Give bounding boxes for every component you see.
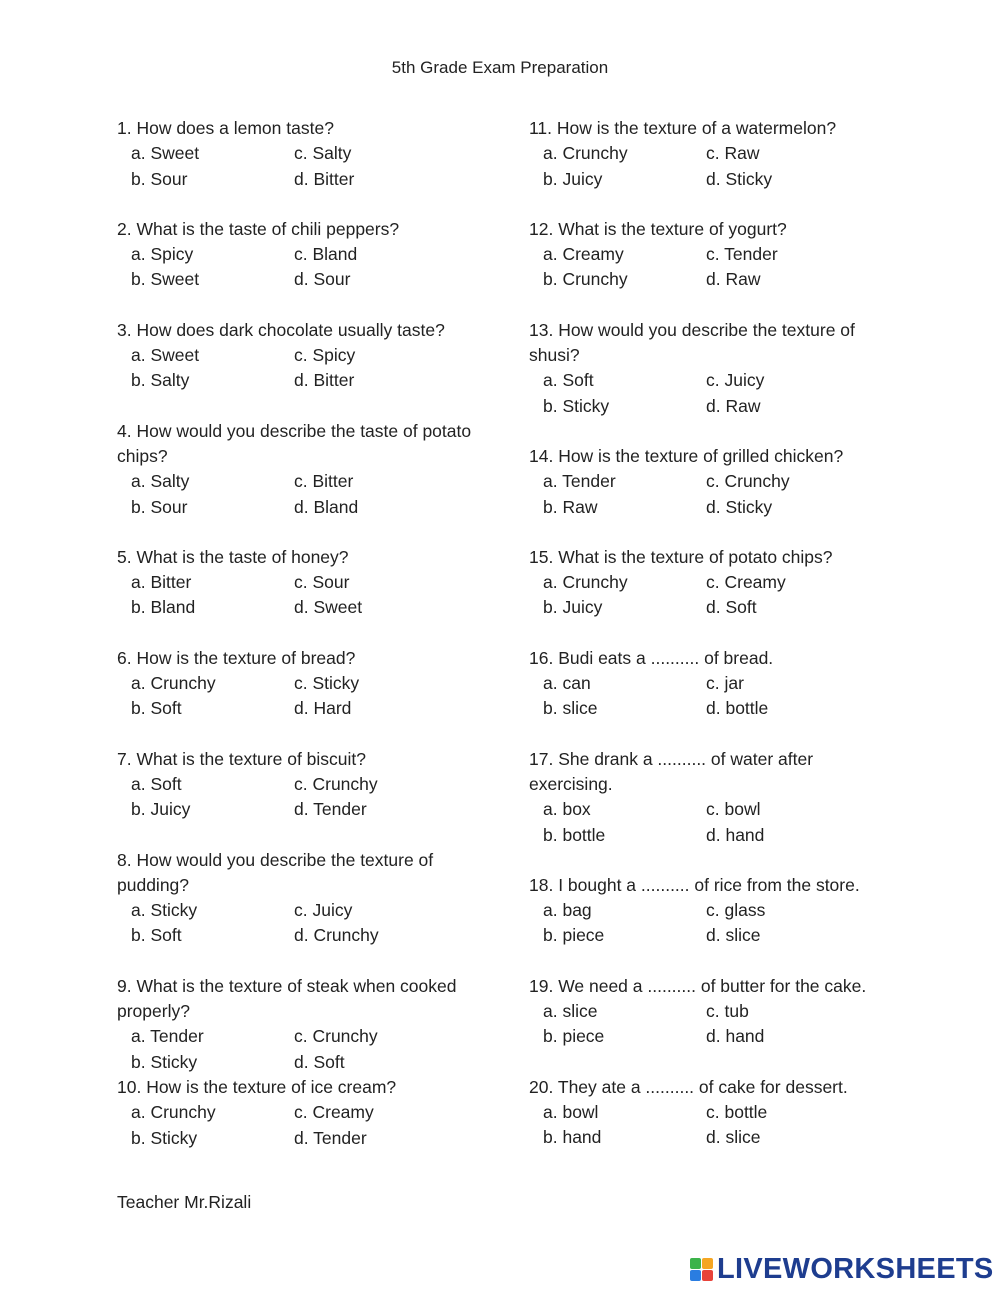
- answer-options: [117, 570, 487, 621]
- logo-square-orange: [702, 1258, 713, 1269]
- option-b[interactable]: b. Soft: [131, 925, 182, 946]
- option-b[interactable]: b. slice: [543, 698, 598, 719]
- option-b[interactable]: b. piece: [543, 925, 605, 946]
- option-d[interactable]: d. Soft: [706, 597, 757, 618]
- option-c[interactable]: c. Creamy: [294, 1102, 374, 1123]
- answer-options: [529, 242, 889, 293]
- question-text: 10. How is the texture of ice cream?: [117, 1076, 397, 1097]
- question-text: 8. How would you describe the texture of pudding?: [117, 849, 434, 895]
- question-text: 15. What is the texture of potato chips?: [529, 546, 833, 567]
- option-a[interactable]: a. Crunchy: [131, 673, 216, 694]
- option-d[interactable]: d. Bitter: [294, 370, 355, 391]
- logo-square-red: [702, 1270, 713, 1281]
- question-20: [529, 1075, 889, 1151]
- question-text: 11. How is the texture of a watermelon?: [529, 118, 837, 138]
- question-text: 19. We need a .......... of butter for the cake.: [529, 975, 867, 996]
- option-d[interactable]: d. Hard: [294, 698, 352, 719]
- question-text: 14. How is the texture of grilled chicken?: [529, 445, 844, 466]
- option-d[interactable]: d. Sticky: [706, 496, 773, 517]
- question-18: [529, 873, 889, 949]
- answer-options: [529, 797, 889, 848]
- question-9: [117, 974, 487, 1075]
- question-text: 17. She drank a .......... of water after exercising.: [529, 748, 814, 794]
- option-d[interactable]: d. Bland: [294, 496, 359, 517]
- option-b[interactable]: b. Juicy: [543, 168, 603, 189]
- option-a[interactable]: a. Creamy: [543, 244, 624, 265]
- question-text: 7. What is the texture of biscuit?: [117, 748, 367, 769]
- option-d[interactable]: d. Sticky: [706, 168, 773, 189]
- option-c[interactable]: c. Crunchy: [294, 773, 378, 794]
- option-a[interactable]: a. bowl: [543, 1101, 599, 1122]
- question-3: [117, 318, 487, 394]
- option-a[interactable]: a. Crunchy: [543, 143, 628, 164]
- answer-options: [117, 1024, 487, 1075]
- option-c[interactable]: c. Sour: [294, 572, 350, 593]
- option-c[interactable]: c. Crunchy: [294, 1026, 378, 1047]
- question-14: [529, 444, 889, 520]
- page-title: 5th Grade Exam Preparation: [391, 58, 609, 77]
- option-d[interactable]: d. Raw: [706, 269, 761, 290]
- option-a[interactable]: a. bag: [543, 900, 592, 921]
- answer-options: [117, 898, 487, 949]
- option-d[interactable]: d. bottle: [706, 698, 769, 719]
- option-d[interactable]: d. Sour: [294, 269, 351, 290]
- question-text: 9. What is the texture of steak when cooked properly?: [117, 975, 457, 1022]
- answer-options: [117, 469, 487, 520]
- answer-options: [117, 343, 487, 394]
- question-text: 20. They ate a .......... of cake for dessert.: [529, 1076, 848, 1097]
- option-b[interactable]: b. bottle: [543, 824, 606, 845]
- option-d[interactable]: d. Tender: [294, 1127, 367, 1148]
- answer-options: [529, 141, 889, 192]
- question-7: [117, 747, 487, 823]
- question-5: [117, 545, 487, 621]
- option-d[interactable]: d. Tender: [294, 799, 367, 820]
- question-4: [117, 419, 487, 520]
- option-a[interactable]: a. Crunchy: [543, 572, 628, 593]
- option-c[interactable]: c. bowl: [706, 799, 761, 820]
- option-d[interactable]: d. Crunchy: [294, 925, 379, 946]
- option-b[interactable]: b. Soft: [131, 698, 182, 719]
- question-text: 13. How would you describe the texture of shusi?: [529, 319, 855, 366]
- option-b[interactable]: b. Sour: [131, 168, 188, 189]
- option-a[interactable]: a. Soft: [543, 370, 594, 391]
- option-a[interactable]: a. Tender: [131, 1026, 204, 1047]
- questions-right-column: [529, 116, 889, 1176]
- option-c[interactable]: c. Creamy: [706, 572, 786, 593]
- option-a[interactable]: a. can: [543, 673, 591, 694]
- option-b[interactable]: b. Sticky: [543, 395, 610, 416]
- option-d[interactable]: d. slice: [706, 925, 761, 946]
- question-10: [117, 1075, 487, 1151]
- option-c[interactable]: c. Tender: [706, 244, 778, 265]
- option-c[interactable]: c. jar: [706, 673, 744, 694]
- question-8: [117, 848, 487, 949]
- option-c[interactable]: c. Crunchy: [706, 471, 790, 492]
- answer-options: [529, 469, 889, 520]
- question-19: [529, 974, 889, 1050]
- question-2: [117, 217, 487, 293]
- question-text: 6. How is the texture of bread?: [117, 647, 356, 668]
- answer-options: [117, 671, 487, 722]
- option-c[interactable]: c. Bitter: [294, 471, 354, 492]
- option-d[interactable]: d. Bitter: [294, 168, 355, 189]
- question-text: 3. How does dark chocolate usually taste?: [117, 319, 445, 340]
- option-a[interactable]: a. box: [543, 799, 591, 820]
- answer-options: [117, 1100, 487, 1151]
- question-text: 5. What is the taste of honey?: [117, 546, 349, 567]
- question-text: 12. What is the texture of yogurt?: [529, 218, 787, 239]
- liveworksheets-icon: [690, 1258, 713, 1281]
- option-b[interactable]: b. Raw: [543, 496, 598, 517]
- option-b[interactable]: b. Sticky: [131, 1051, 198, 1072]
- option-d[interactable]: d. hand: [706, 824, 765, 845]
- option-c[interactable]: c. bottle: [706, 1101, 768, 1122]
- answer-options: [117, 242, 487, 293]
- option-b[interactable]: b. Sweet: [131, 269, 200, 290]
- liveworksheets-wordmark: LIVEWORKSHEETS: [717, 1253, 994, 1285]
- questions-left-column: [117, 116, 487, 1176]
- answer-options: [117, 772, 487, 823]
- question-text: 4. How would you describe the taste of potato chips?: [117, 420, 472, 466]
- option-b[interactable]: b. piece: [543, 1026, 605, 1047]
- option-b[interactable]: b. Sour: [131, 496, 188, 517]
- option-b[interactable]: b. Crunchy: [543, 269, 628, 290]
- logo-square-blue: [690, 1270, 701, 1281]
- option-a[interactable]: a. Spicy: [131, 244, 194, 265]
- option-b[interactable]: b. Juicy: [131, 799, 191, 820]
- option-c[interactable]: c. glass: [706, 900, 766, 921]
- option-c[interactable]: c. Juicy: [706, 370, 765, 391]
- answer-options: [529, 368, 889, 419]
- logo-square-green: [690, 1258, 701, 1269]
- option-d[interactable]: d. hand: [706, 1026, 765, 1047]
- answer-options: [529, 671, 889, 722]
- option-b[interactable]: b. Bland: [131, 597, 196, 618]
- option-a[interactable]: a. Sweet: [131, 143, 200, 164]
- question-13: [529, 318, 889, 419]
- option-c[interactable]: c. Salty: [294, 143, 352, 164]
- question-text: 16. Budi eats a .......... of bread.: [529, 647, 774, 668]
- option-b[interactable]: b. Salty: [131, 370, 190, 391]
- option-d[interactable]: d. Sweet: [294, 597, 363, 618]
- question-1: [117, 116, 487, 192]
- answer-options: [529, 898, 889, 949]
- answer-options: [529, 999, 889, 1050]
- question-11: [529, 116, 889, 192]
- option-a[interactable]: a. Bitter: [131, 572, 192, 593]
- option-d[interactable]: d. Raw: [706, 395, 761, 416]
- liveworksheets-logo[interactable]: [690, 1253, 994, 1286]
- option-b[interactable]: b. Sticky: [131, 1127, 198, 1148]
- option-d[interactable]: d. slice: [706, 1127, 761, 1148]
- teacher-name: Teacher Mr.Rizali: [117, 1192, 252, 1212]
- question-6: [117, 646, 487, 722]
- question-text: 18. I bought a .......... of rice from the store.: [529, 874, 860, 895]
- answer-options: [529, 1100, 889, 1151]
- option-a[interactable]: a. Crunchy: [131, 1102, 216, 1123]
- question-15: [529, 545, 889, 621]
- option-d[interactable]: d. Soft: [294, 1051, 345, 1072]
- question-12: [529, 217, 889, 293]
- option-a[interactable]: a. Tender: [543, 471, 616, 492]
- option-a[interactable]: a. slice: [543, 1001, 598, 1022]
- option-a[interactable]: a. Salty: [131, 471, 190, 492]
- question-16: [529, 646, 889, 722]
- option-a[interactable]: a. Sticky: [131, 900, 198, 921]
- question-text: 1. How does a lemon taste?: [117, 118, 334, 138]
- option-b[interactable]: b. hand: [543, 1127, 602, 1148]
- option-c[interactable]: c. tub: [706, 1001, 749, 1022]
- answer-options: [529, 570, 889, 621]
- option-c[interactable]: c. Raw: [706, 143, 760, 164]
- option-c[interactable]: c. Sticky: [294, 673, 360, 694]
- option-c[interactable]: c. Spicy: [294, 345, 356, 366]
- option-b[interactable]: b. Juicy: [543, 597, 603, 618]
- option-a[interactable]: a. Soft: [131, 773, 182, 794]
- answer-options: [117, 141, 487, 192]
- option-c[interactable]: c. Bland: [294, 244, 358, 265]
- question-text: 2. What is the taste of chili peppers?: [117, 218, 400, 239]
- option-a[interactable]: a. Sweet: [131, 345, 200, 366]
- option-c[interactable]: c. Juicy: [294, 900, 353, 921]
- question-17: [529, 747, 889, 848]
